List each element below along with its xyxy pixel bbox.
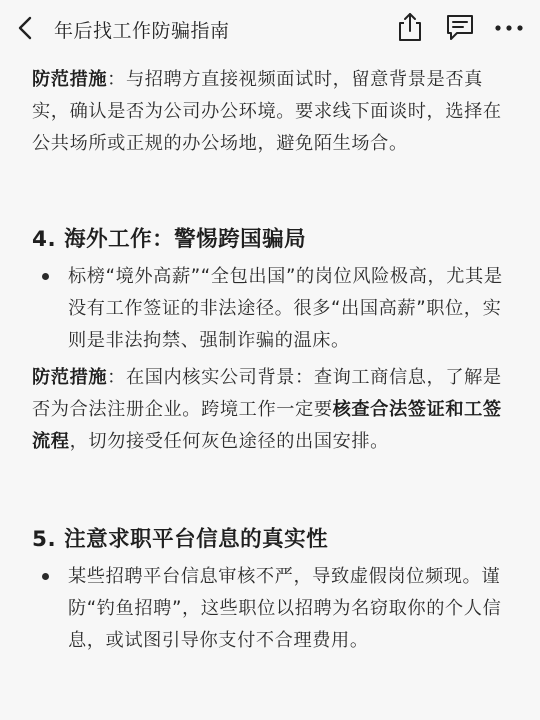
measure-emphasis: 核查合法签证和工签流程 xyxy=(32,399,502,452)
share-icon[interactable] xyxy=(396,11,424,43)
measure-label: 防范措施 xyxy=(32,69,108,90)
comment-icon[interactable] xyxy=(444,12,476,42)
measure-text-b: ，切勿接受任何灰色途径的出国安排。 xyxy=(69,431,389,452)
section-5-heading: 5. 注意求职平台信息的真实性 xyxy=(32,527,329,552)
bullet-dot xyxy=(42,273,49,280)
measure-text-a: ：在国内核实公司背景：查询工商信息，了解是否为合法注册企业。跨境工作一定要 xyxy=(32,367,502,420)
measure-paragraph-1 xyxy=(32,64,504,160)
more-icon[interactable] xyxy=(494,24,524,32)
page-title: 年后找工作防骗指南 xyxy=(54,20,230,42)
bullet-dot xyxy=(42,573,49,580)
section-5-bullet: 某些招聘平台信息审核不严，导致虚假岗位频现。谨防“钓鱼招聘”，这些职位以招聘为名窃取你的个人信息，或试图引导你支付不合理费用。 xyxy=(68,566,502,651)
top-bar xyxy=(0,0,540,56)
measure-text: ：与招聘方直接视频面试时，留意背景是否真实，确认是否为公司办公环境。要求线下面谈时，选择在公共场所或正规的办公场地，避免陌生场合。 xyxy=(32,69,502,154)
section-4-heading: 4. 海外工作：警惕跨国骗局 xyxy=(32,227,307,252)
section-4-bullet: 标榜“境外高薪”“全包出国”的岗位风险极高，尤其是没有工作签证的非法途径。很多“出国高薪”职位，实则是非法拘禁、强制诈骗的温床。 xyxy=(68,266,503,351)
back-icon[interactable] xyxy=(12,14,40,42)
measure-label: 防范措施 xyxy=(32,367,108,388)
measure-paragraph-2 xyxy=(32,362,504,458)
